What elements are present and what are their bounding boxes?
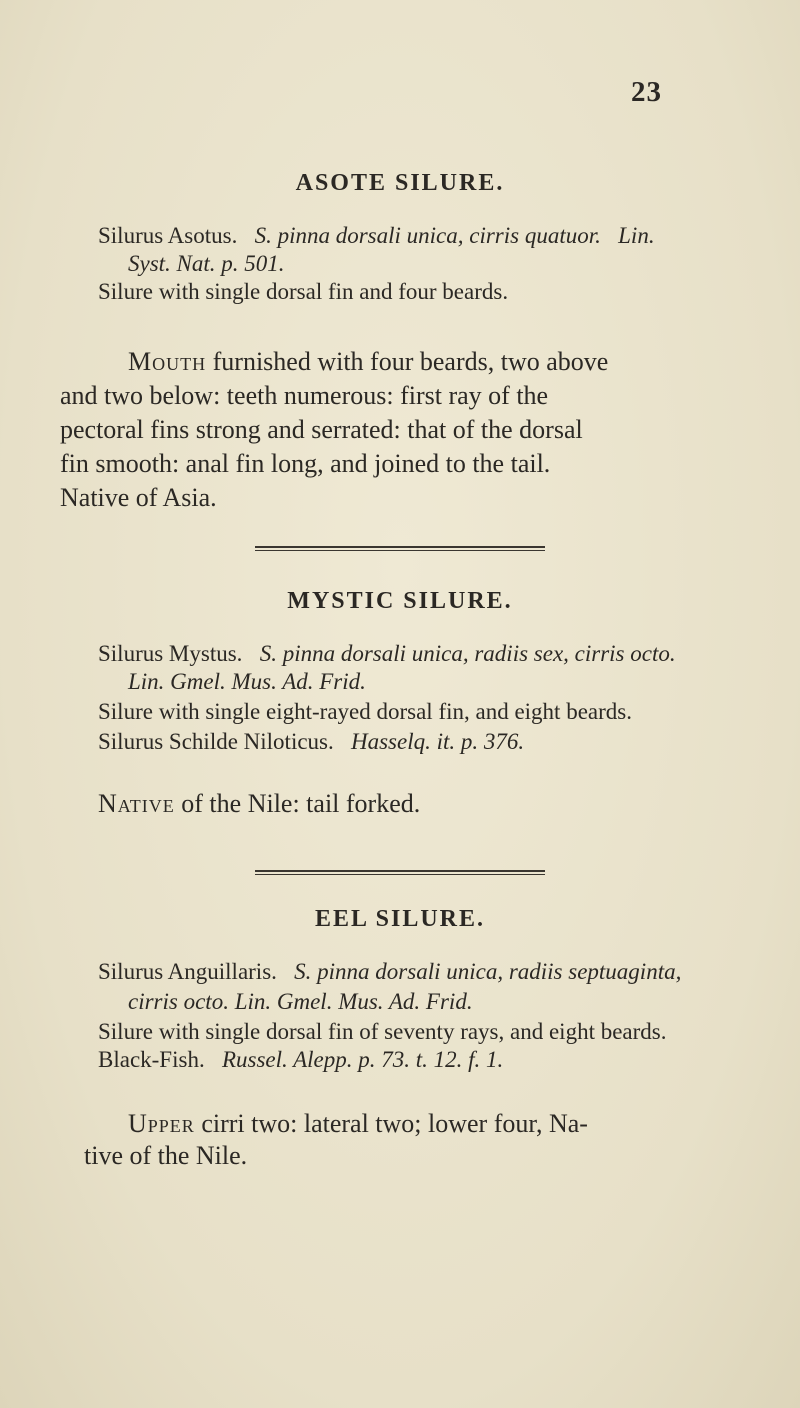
alt-name: Black-Fish. bbox=[98, 1047, 205, 1072]
section-heading-eel: EEL SILURE. bbox=[314, 906, 486, 932]
description-line: tive of the Nile. bbox=[84, 1141, 248, 1170]
alt-citation: Russel. Alepp. p. 73. t. 12. f. 1. bbox=[221, 1047, 504, 1072]
latin-diagnosis: S. pinna dorsali unica, radiis sex, cirris octo. bbox=[259, 641, 676, 666]
latin-diagnosis: S. pinna dorsali unica, cirris quatuor. bbox=[254, 223, 601, 248]
alt-name: Silurus Schilde Niloticus. bbox=[98, 729, 334, 754]
description-lead-word: Native bbox=[98, 789, 175, 818]
description-line: fin smooth: anal fin long, and joined to the tail. bbox=[60, 449, 551, 478]
description-lead-word: Mouth bbox=[128, 347, 207, 376]
description-line: and two below: teeth numerous: first ray of the bbox=[60, 381, 549, 410]
alt-name-line bbox=[98, 728, 524, 756]
citation-line: Lin. Gmel. Mus. Ad. Frid. bbox=[128, 669, 366, 694]
description-line: pectoral fins strong and serrated: that of the dorsal bbox=[60, 415, 583, 444]
english-diagnosis: Silure with single dorsal fin of seventy rays, and eight beards. bbox=[98, 1019, 667, 1044]
english-diagnosis: Silure with single eight-rayed dorsal fin, and eight beards. bbox=[98, 699, 632, 724]
description-line: Native of Asia. bbox=[60, 483, 217, 512]
synonymy-line bbox=[98, 958, 681, 986]
section-divider bbox=[255, 870, 545, 875]
citation-line: Syst. Nat. p. 501. bbox=[128, 251, 285, 276]
alt-name-line bbox=[98, 1046, 503, 1074]
english-diagnosis: Silure with single dorsal fin and four beards. bbox=[98, 279, 509, 304]
description-line: Upper cirri two: lateral two; lower four, Na- bbox=[128, 1109, 588, 1138]
description-lead-word: Upper bbox=[128, 1109, 195, 1138]
page-number: 23 bbox=[631, 76, 662, 108]
latin-name: Silurus Mystus. bbox=[98, 641, 243, 666]
latin-diagnosis: S. pinna dorsali unica, radiis septuaginta, bbox=[294, 959, 682, 984]
synonymy-line bbox=[98, 222, 655, 250]
description-line: Mouth furnished with four beards, two above bbox=[128, 347, 609, 376]
latin-name: Silurus Asotus. bbox=[98, 223, 238, 248]
synonymy-line bbox=[98, 640, 676, 668]
description-line: Native of the Nile: tail forked. bbox=[98, 789, 421, 818]
section-heading-mystic: MYSTIC SILURE. bbox=[287, 588, 513, 614]
citation-line: cirris octo. Lin. Gmel. Mus. Ad. Frid. bbox=[128, 989, 473, 1014]
latin-name: Silurus Anguillaris. bbox=[98, 959, 277, 984]
citation: Lin. bbox=[618, 223, 655, 248]
section-divider bbox=[255, 546, 545, 551]
section-heading-asote: ASOTE SILURE. bbox=[295, 170, 505, 196]
alt-citation: Hasselq. it. p. 376. bbox=[351, 729, 525, 754]
